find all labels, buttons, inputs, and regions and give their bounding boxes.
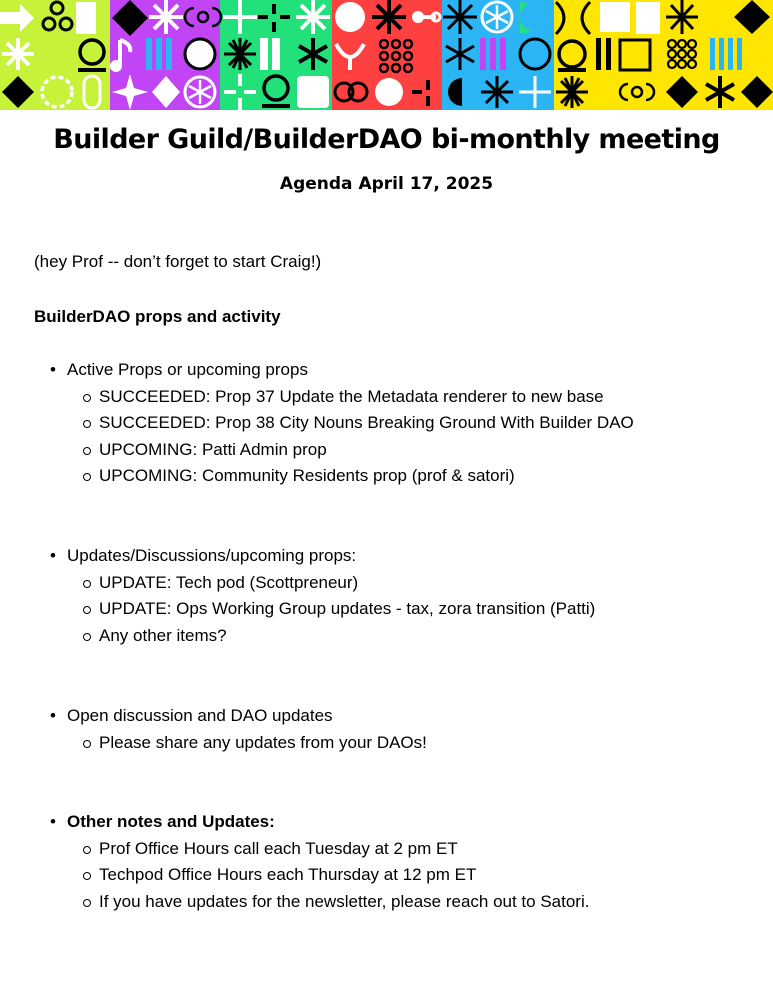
page-title: Builder Guild/BuilderDAO bi-monthly meeting (53, 124, 720, 155)
list-item: Any other items? (67, 623, 595, 650)
host-reminder: (hey Prof -- don’t forget to start Craig!) (34, 252, 322, 271)
list-item: UPCOMING: Patti Admin prop (67, 437, 634, 464)
section-heading: BuilderDAO props and activity (34, 307, 281, 326)
list-item: SUCCEEDED: Prop 37 Update the Metadata renderer to new base (67, 384, 634, 411)
agenda-group-active-props (48, 357, 634, 490)
agenda-date: Agenda April 17, 2025 (279, 174, 494, 194)
list-item: Techpod Office Hours each Thursday at 12 pm ET (67, 862, 589, 889)
agenda-group-open-discussion (48, 703, 427, 756)
list-item: UPCOMING: Community Residents prop (prof & satori) (67, 463, 634, 490)
list-item: UPDATE: Ops Working Group updates - tax, zora transition (Patti) (67, 596, 595, 623)
list-item: Prof Office Hours call each Tuesday at 2 pm ET (67, 836, 589, 863)
list-item: • Open discussion and DAO updates Please share any updates from your DAOs! (48, 703, 427, 756)
list-item: If you have updates for the newsletter, please reach out to Satori. (67, 889, 589, 916)
list-item: • Updates/Discussions/upcoming props: UPDATE: Tech pod (Scottpreneur) UPDATE: Ops Working Group updates - tax, zora transition (Patti) Any other items? (48, 543, 595, 649)
agenda-group-updates (48, 543, 595, 649)
agenda-group-other-notes (48, 809, 589, 915)
list-item: SUCCEEDED: Prop 38 City Nouns Breaking Ground With Builder DAO (67, 410, 634, 437)
list-item: • Other notes and Updates: Prof Office Hours call each Tuesday at 2 pm ET Techpod Office Hours each Thursday at 12 pm ET If you have updates for the newsletter, please reach out to Satori. (48, 809, 589, 915)
list-item: • Active Props or upcoming props SUCCEEDED: Prop 37 Update the Metadata renderer to new base SUCCEEDED: Prop 38 City Nouns Breaking Ground With Builder DAO UPCOMING: Patti Admin prop UPCOMING: Community Residents prop (prof & satori) (48, 357, 634, 490)
list-item: UPDATE: Tech pod (Scottpreneur) (67, 570, 595, 597)
list-item: Please share any updates from your DAOs! (67, 730, 427, 757)
header-banner (0, 0, 773, 110)
